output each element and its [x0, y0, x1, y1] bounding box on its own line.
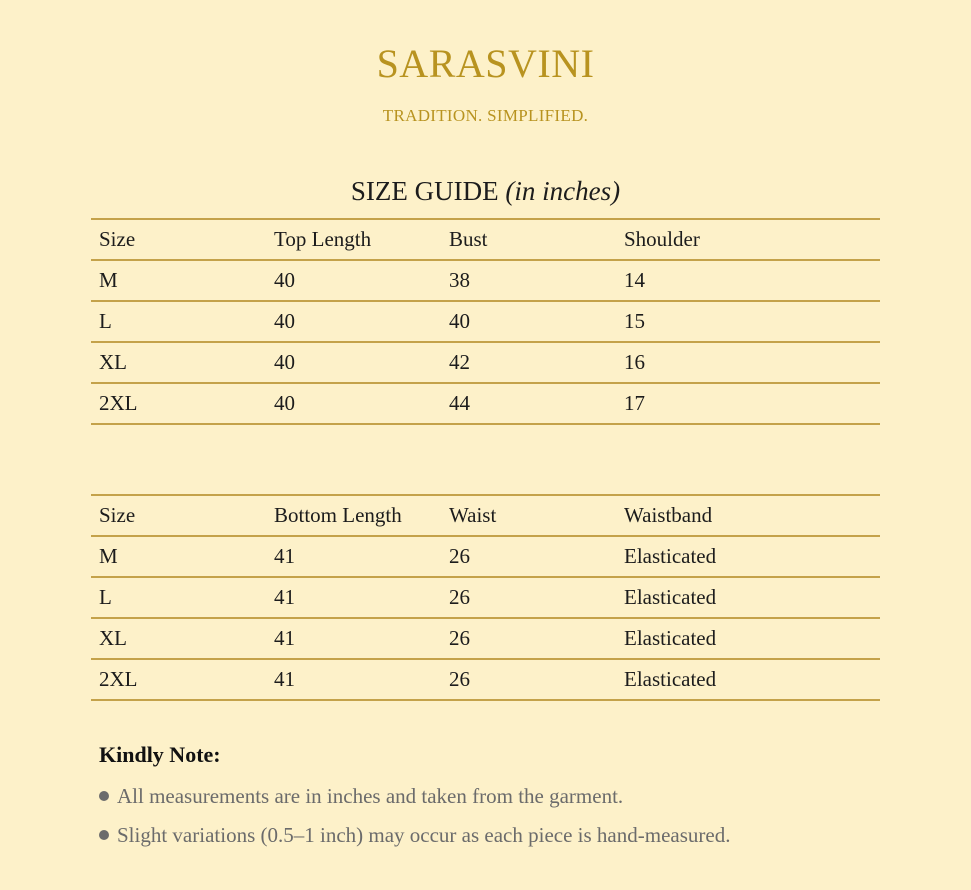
table-cell: 41	[266, 536, 441, 577]
top-size-table	[91, 218, 880, 425]
table-cell: XL	[91, 342, 266, 383]
table-row	[91, 342, 880, 383]
table-cell: 26	[441, 577, 616, 618]
table-cell: 26	[441, 536, 616, 577]
table-cell: M	[91, 536, 266, 577]
table-header-row	[91, 219, 880, 260]
table-cell: Elasticated	[616, 659, 880, 700]
header-cell: Size	[91, 495, 266, 536]
table-cell: Elasticated	[616, 536, 880, 577]
header-cell: Top Length	[266, 219, 441, 260]
brand-tagline: TRADITION. SIMPLIFIED.	[382, 106, 589, 125]
table-cell: 17	[616, 383, 880, 424]
note-item	[99, 823, 730, 848]
table-cell: 26	[441, 618, 616, 659]
header-cell: Size	[91, 219, 266, 260]
table-row	[91, 301, 880, 342]
header-cell: Bottom Length	[266, 495, 441, 536]
table-row	[91, 659, 880, 700]
brand-name: SARASVINI	[376, 41, 595, 86]
header-cell: Waistband	[616, 495, 880, 536]
note-text: Slight variations (0.5–1 inch) may occur as each piece is hand-measured.	[117, 823, 731, 847]
table-cell: 41	[266, 659, 441, 700]
table-cell: M	[91, 260, 266, 301]
table-row	[91, 383, 880, 424]
table-row	[91, 260, 880, 301]
table-header-row	[91, 495, 880, 536]
table-cell: 40	[266, 342, 441, 383]
bottom-size-table	[91, 494, 880, 701]
table-cell: 2XL	[91, 659, 266, 700]
note-text: All measurements are in inches and taken from the garment.	[117, 784, 624, 808]
size-guide-title-text: SIZE GUIDE	[350, 176, 499, 206]
table-row	[91, 577, 880, 618]
table-row	[91, 618, 880, 659]
note-heading: Kindly Note:	[99, 742, 221, 767]
table-cell: 40	[266, 301, 441, 342]
table-cell: 14	[616, 260, 880, 301]
table-cell: 40	[266, 260, 441, 301]
table-cell: 44	[441, 383, 616, 424]
table-cell: Elasticated	[616, 618, 880, 659]
table-cell: Elasticated	[616, 577, 880, 618]
table-cell: 38	[441, 260, 616, 301]
header-cell: Shoulder	[616, 219, 880, 260]
bullet-icon	[99, 830, 109, 840]
table-cell: 40	[441, 301, 616, 342]
table-cell: 2XL	[91, 383, 266, 424]
table-cell: L	[91, 577, 266, 618]
size-guide-unit: (in inches)	[505, 176, 621, 206]
table-cell: 15	[616, 301, 880, 342]
table-cell: 26	[441, 659, 616, 700]
table-cell: 40	[266, 383, 441, 424]
table-cell: 42	[441, 342, 616, 383]
size-guide-title	[0, 176, 971, 207]
table-cell: L	[91, 301, 266, 342]
table-cell: 41	[266, 618, 441, 659]
table-row	[91, 536, 880, 577]
table-cell: XL	[91, 618, 266, 659]
table-cell: 41	[266, 577, 441, 618]
note-item	[99, 784, 623, 809]
table-cell: 16	[616, 342, 880, 383]
header-cell: Bust	[441, 219, 616, 260]
bullet-icon	[99, 791, 109, 801]
header-cell: Waist	[441, 495, 616, 536]
